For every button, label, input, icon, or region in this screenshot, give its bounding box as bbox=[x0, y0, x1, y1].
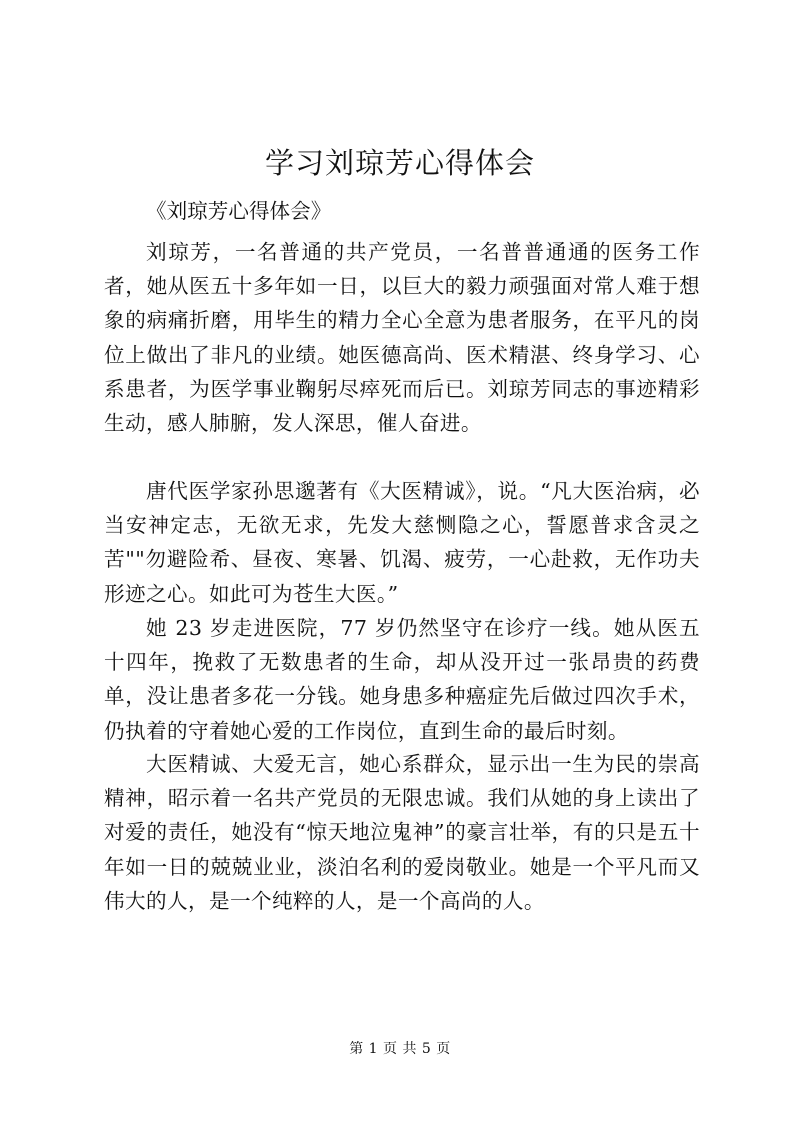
paragraph-3: 她 23 岁走进医院，77 岁仍然坚守在诊疗一线。她从医五十四年，挽救了无数患者的生命，却从没开过一张昂贵的药费单，没让患者多花一分钱。她身患多种癌症先后做过四次手术，仍执着的守着她心爱的工作岗位，直到生命的最后时刻。 bbox=[104, 616, 700, 743]
paragraph-2: 唐代医学家孙思邈著有《大医精诚》，说。“凡大医治病，必当安神定志，无欲无求，先发大慈恻隐之心，誓愿普求含灵之苦""勿避险希、昼夜、寒暑、饥渴、疲劳，一心赴救，无作功夫形迹之心。如此可为苍生大医。” bbox=[104, 479, 700, 606]
document-body bbox=[104, 235, 700, 918]
paragraph-4: 大医精诚、大爱无言，她心系群众，显示出一生为民的崇高精神，昭示着一名共产党员的无限忠诚。我们从她的身上读出了对爱的责任，她没有“惊天地泣鬼神”的豪言壮举，有的只是五十年如一日的兢兢业业，淡泊名利的爱岗敬业。她是一个平凡而又伟大的人，是一个纯粹的人，是一个高尚的人。 bbox=[104, 752, 700, 913]
document-subtitle: 《刘琼芳心得体会》 bbox=[146, 199, 332, 223]
page-footer: 第 1 页 共 5 页 bbox=[349, 1041, 451, 1057]
paragraph-1: 刘琼芳，一名普通的共产党员，一名普普通通的医务工作者，她从医五十多年如一日，以巨大的毅力顽强面对常人难于想象的病痛折磨，用毕生的精力全心全意为患者服务，在平凡的岗位上做出了非凡的业绩。她医德高尚、医术精湛、终身学习、心系患者，为医学事业鞠躬尽瘁死而后已。刘琼芳同志的事迹精彩生动，感人肺腑，发人深思，催人奋进。 bbox=[104, 240, 700, 436]
document-title: 学习刘琼芳心得体会 bbox=[264, 146, 535, 180]
